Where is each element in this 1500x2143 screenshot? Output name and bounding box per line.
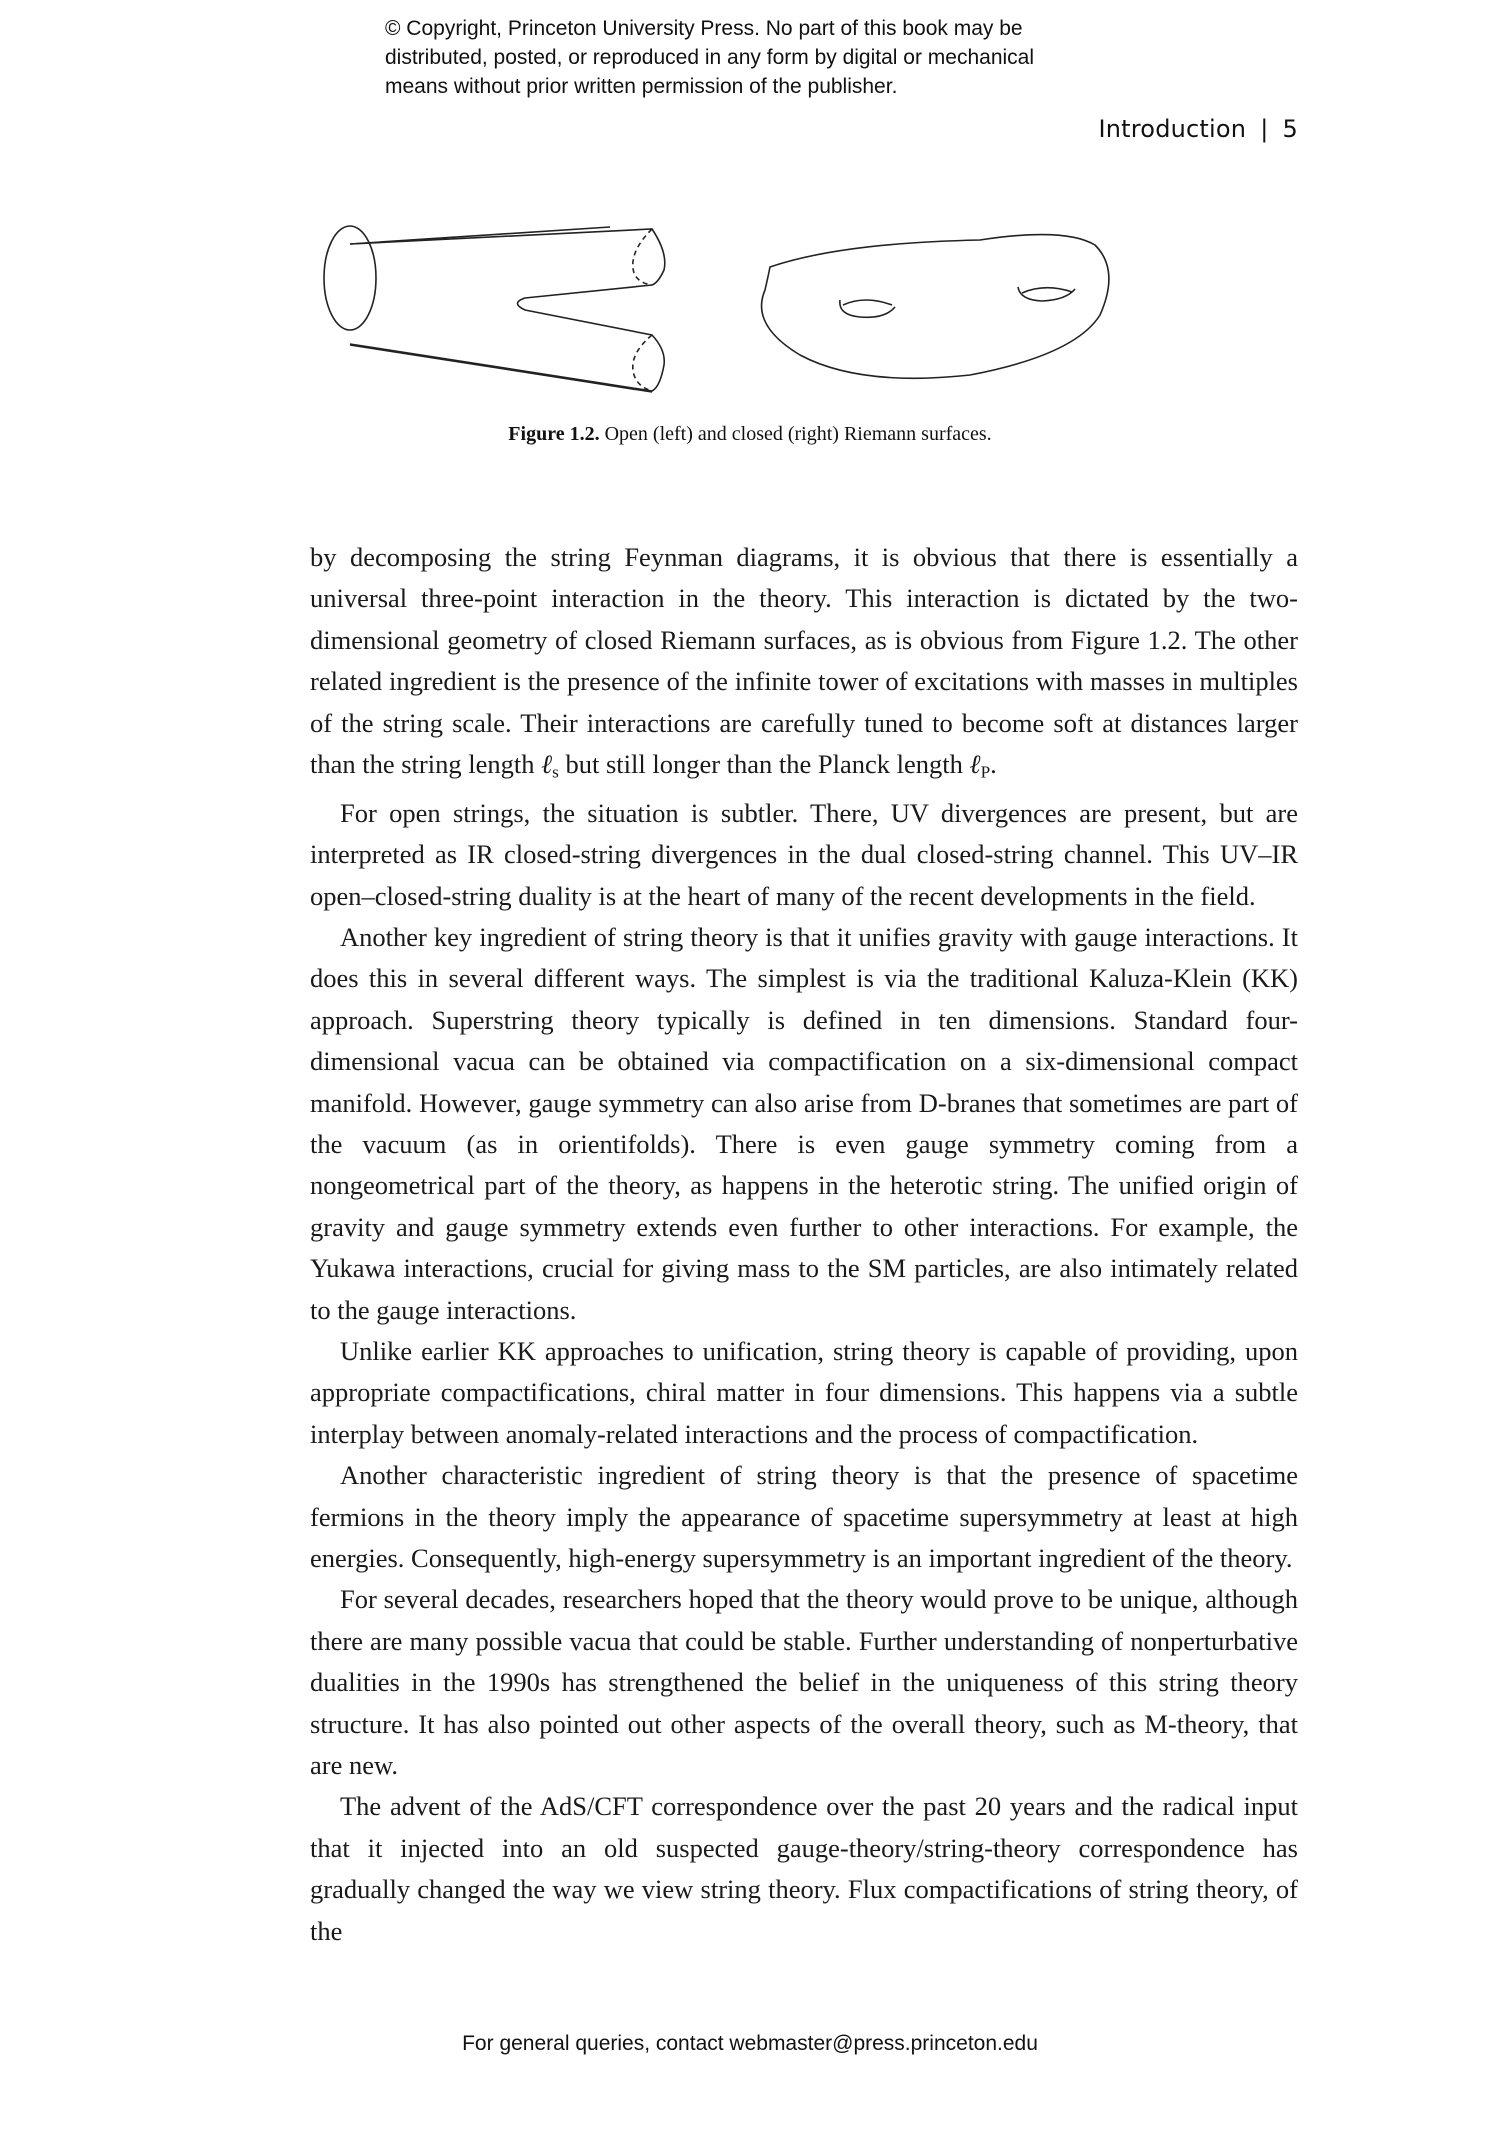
figure-caption-text: Open (left) and closed (right) Riemann surfaces. — [599, 423, 992, 445]
open-surface-pants-diagram — [324, 226, 665, 392]
figure-riemann-surfaces — [320, 215, 1180, 415]
string-length-symbol: ℓ — [541, 749, 553, 780]
copyright-line: © Copyright, Princeton University Press. No part of this book may be — [385, 17, 1023, 40]
paragraph: For several decades, researchers hoped that the theory would prove to be unique, although there are many possible vacua that could be stable. Further understanding of nonperturbative dualities in the 1990s has strengthened the belief in the uniqueness of this string theory structure. It has also pointed out other aspects of the overall theory, such as M-theory, that are new. — [310, 1584, 1298, 1781]
closed-surface-genus-two — [762, 235, 1109, 379]
paragraph: Unlike earlier KK approaches to unification, string theory is capable of providing, upon appropriate compactifications, chiral matter in four dimensions. This happens via a subtle interplay between anomaly-related interactions and the process of compactification. — [310, 1336, 1298, 1449]
paragraph: Another key ingredient of string theory is that it unifies gravity with gauge interactions. It does this in several different ways. The simplest is via the traditional Kaluza-Klein (KK) approach. Superstring theory typically is defined in ten dimensions. Standard four-dimensional vacua can be obtained via compactification on a six-dimensional compact manifold. However, gauge symmetry can also arise from D-branes that sometimes are part of the vacuum (as in orientifolds). There is even gauge symmetry coming from a nongeometrical part of the theory, as happens in the heterotic string. The unified origin of gravity and gauge symmetry extends even further to other interactions. For example, the Yukawa interactions, crucial for giving mass to the SM particles, are also intimately related to the gauge interactions. — [310, 921, 1298, 1325]
string-length-subscript: s — [552, 762, 559, 782]
paragraph: For open strings, the situation is subtler. There, UV divergences are present, but are interpreted as IR closed-string divergences in the dual closed-string channel. This UV–IR open–closed-string duality is at the heart of many of the recent developments in the field. — [310, 797, 1298, 911]
paragraph: The advent of the AdS/CFT correspondence over the past 20 years and the radical input that it injected into an old suspected gauge-theory/string-theory correspondence has gradually changed the way we view string theory. Flux compactifications of string theory, of the — [310, 1791, 1298, 1946]
paragraph — [310, 537, 1298, 793]
separator: | — [1260, 115, 1269, 143]
running-head — [1098, 115, 1298, 143]
figure-label: Figure 1.2. — [508, 423, 600, 445]
footer-contact: For general queries, contact webmaster@press.princeton.edu — [462, 2032, 1038, 2055]
section-title: Introduction — [1098, 115, 1247, 143]
figure-caption — [0, 423, 1500, 446]
paragraph-text: but still longer than the Planck length — [558, 749, 970, 780]
page-number: 5 — [1282, 115, 1298, 143]
copyright-line: distributed, posted, or reproduced in any form by digital or mechanical — [385, 46, 1035, 69]
copyright-line: means without prior written permission of the publisher. — [385, 75, 898, 98]
body-text — [310, 537, 1298, 1952]
planck-length-subscript: P — [980, 762, 991, 782]
planck-length-symbol: ℓ — [969, 749, 981, 780]
paragraph-text: by decomposing the string Feynman diagrams, it is obvious that there is essentially a universal three-point interaction in the theory. This interaction is dictated by the two-dimensional geometry of closed Riemann surfaces, as is obvious from Figure 1.2. The other related ingredient is the presence of the infinite tower of excitations with masses in multiples of the string scale. Their interactions are carefully tuned to become soft at distances larger than the string length — [310, 542, 1298, 780]
paragraph-text: . — [990, 749, 997, 780]
copyright-notice — [385, 14, 1205, 101]
paragraph: Another characteristic ingredient of string theory is that the presence of spacetime fermions in the theory imply the appearance of spacetime supersymmetry at least at high energies. Consequently, high-energy supersymmetry is an important ingredient of the theory. — [310, 1460, 1298, 1574]
